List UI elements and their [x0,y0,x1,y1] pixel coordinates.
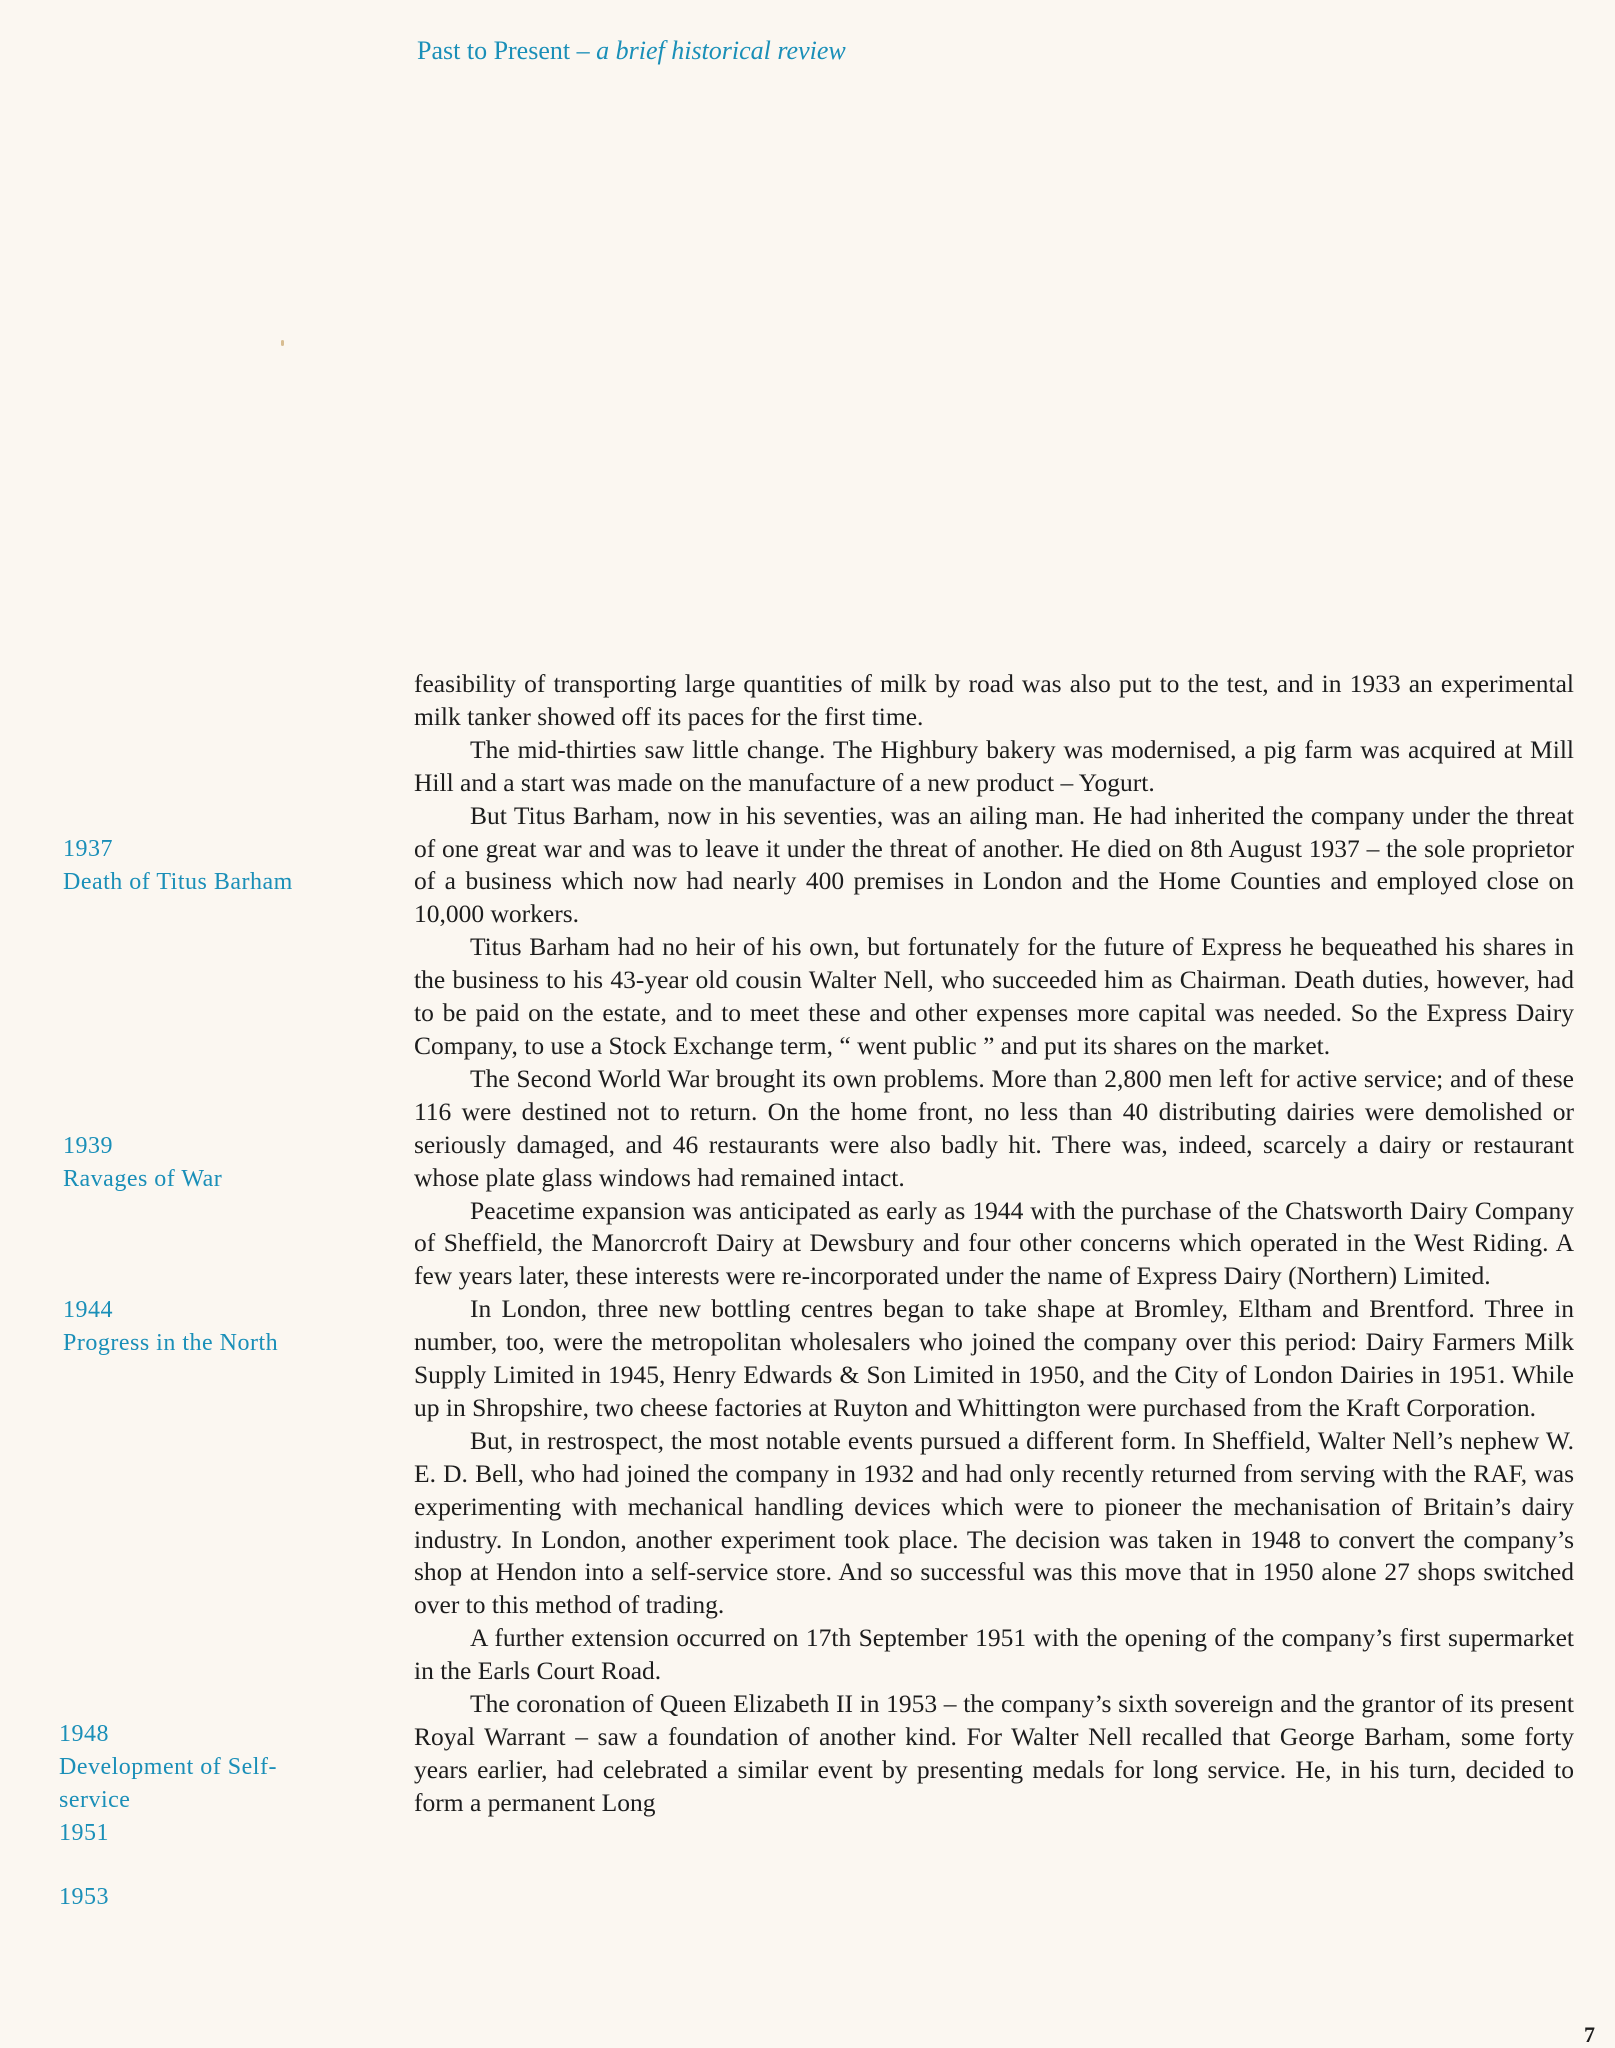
margin-note-year: 1944 [63,1297,113,1323]
paragraph: The mid-thirties saw little change. The Highbury bakery was modernised, a pig farm was acquired at Mill Hill and a start was made on the manufacture of a new product – Yogurt. [414,734,1574,797]
margin-note-1944 [63,1294,278,1360]
margin-note-1937 [63,833,293,899]
margin-note-1953 [59,1881,109,1914]
page-number: 7 [1584,2022,1595,2047]
paper-speck [281,340,284,346]
paragraph: A further extension occurred on 17th September 1951 with the opening of the company’s first supermarket in the Earls Court Road. [414,1623,1574,1686]
margin-note-year: 1953 [59,1884,109,1910]
header-title: Past to Present [417,36,571,65]
paragraph: But Titus Barham, now in his seventies, was an ailing man. He had inherited the company under the threat of one great war and was to leave it under the threat of another. He died on 8th August 1937 – the sole proprietor of a business which now had nearly 400 premises in London and the Home Counties and employed close on 10,000 workers. [414,800,1574,929]
paragraph: The coronation of Queen Elizabeth II in 1953 – the company’s sixth sovereign and the grantor of its present Royal Warrant – saw a foundation of another kind. For Walter Nell recalled that George Barham, some forty years earlier, had celebrated a similar event by presenting medals for long service. He, in his turn, decided to form a permanent Long [414,1689,1574,1817]
margin-note-year: 1937 [63,836,113,862]
paragraph: But, in restrospect, the most notable events pursued a different form. In Sheffield, Walter Nell’s nephew W. E. D. Bell, who had joined the company in 1932 and had only recently returned from serving with the RAF, was experimenting with mechanical handling devices which were to pioneer the mechanisation of Britain’s dairy industry. In London, another experiment took place. The decision was taken in 1948 to convert the company’s shop at Hendon into a self-service store. And so successful was this move that in 1950 alone 27 shops switched over to this method of trading. [414,1425,1574,1620]
body-text [414,668,1574,1820]
paragraph: The Second World War brought its own problems. More than 2,800 men left for active service; and of these 116 were destined not to return. On the home front, no less than 40 distributing dairies were demolished or seriously damaged, and 46 restaurants were also badly hit. There was, indeed, scarcely a dairy or restaurant whose plate glass windows had remained intact. [414,1063,1574,1192]
margin-note-1948 [59,1718,289,1850]
paragraph: In London, three new bottling centres began to take shape at Bromley, Eltham and Brentford. Three in number, too, were the metropolitan wholesalers who joined the company over this period: Dairy Farmers Milk Supply Limited in 1945, Henry Edwards & Son Limited in 1950, and the City of London Dairies in 1951. While up in Shropshire, two cheese factories at Ruyton and Whittington were purchased from the Kraft Corporation. [414,1294,1574,1422]
margin-note-year: 1948 [59,1721,109,1747]
margin-note-year-1951: 1951 [59,1820,109,1846]
header-dash: – [570,36,597,65]
paragraph: Peacetime expansion was anticipated as early as 1944 with the purchase of the Chatsworth Dairy Company of Sheffield, the Manorcroft Dairy at Dewsbury and four other concerns which operated in the West Riding. A few years later, these interests were re-incorporated under the name of Express Dairy (Northern) Limited. [414,1195,1574,1291]
margin-note-label: Death of Titus Barham [63,869,293,895]
header-subtitle: a brief historical review [596,36,846,65]
margin-note-year: 1939 [63,1133,113,1159]
margin-note-label: Development of Self-service [59,1754,277,1813]
margin-note-1939 [63,1130,222,1196]
margin-note-label: Ravages of War [63,1166,223,1192]
margin-note-label: Progress in the North [63,1330,279,1356]
paragraph: feasibility of transporting large quantities of milk by road was also put to the test, and in 1933 an experimental milk tanker showed off its paces for the first time. [414,669,1574,731]
running-header [417,36,846,66]
paragraph: Titus Barham had no heir of his own, but fortunately for the future of Express he bequeathed his shares in the business to his 43-year old cousin Walter Nell, who succeeded him as Chairman. Death duties, however, had to be paid on the estate, and to meet these and other expenses more capital was needed. So the Express Dairy Company, to use a Stock Exchange term, “ went public ” and put its shares on the market. [414,932,1574,1060]
